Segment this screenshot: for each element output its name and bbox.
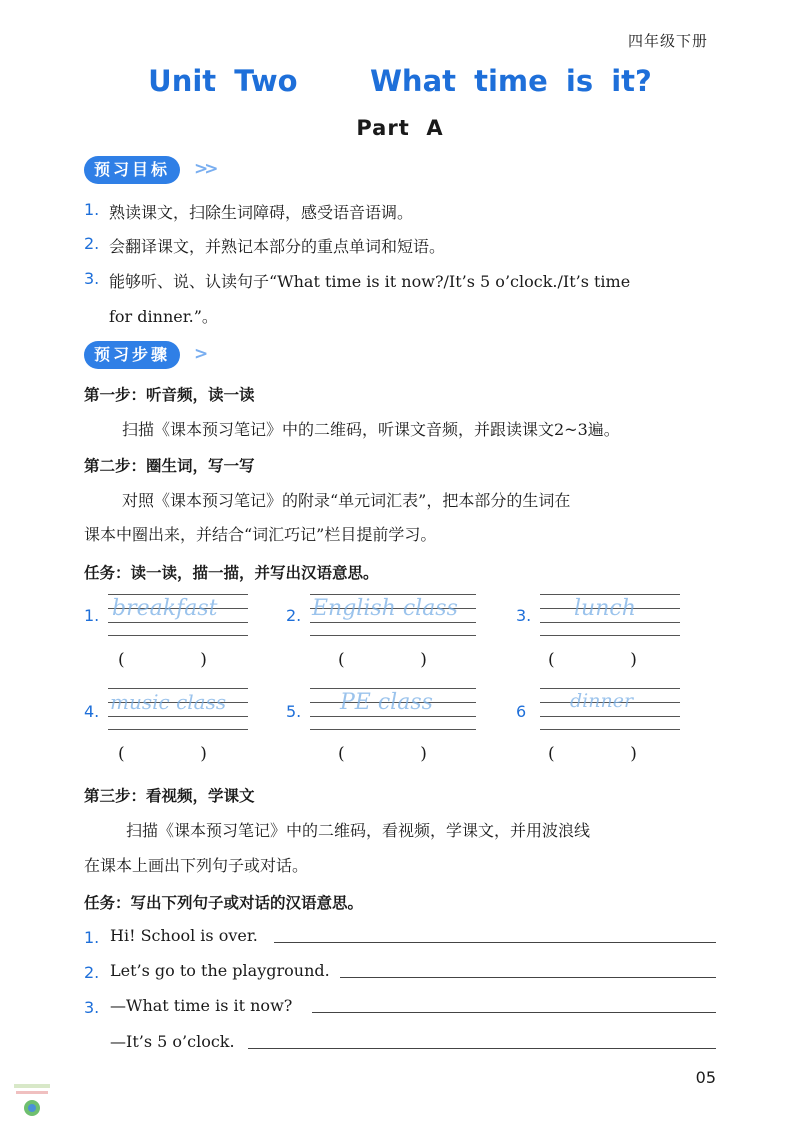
word-num-1: 1. (84, 606, 100, 625)
goal-text-3: 能够听、说、认读句子“What time is it now?/It’s 5 o’clock./It’s time (109, 272, 631, 291)
word-num-2: 2. (286, 606, 302, 625)
step2-body-2: 课本中圈出来，并结合“词汇巧记”栏目提前学习。 (84, 525, 437, 544)
answer-paren-5[interactable]: ( ) (338, 744, 427, 764)
page-number: 05 (695, 1068, 716, 1087)
steps-tag: 预习步骤 (84, 341, 180, 369)
chevron-icon: > (194, 344, 205, 364)
answer-line-3b[interactable] (248, 1048, 716, 1049)
step2-body-1: 对照《课本预习笔记》的附录“单元词汇表”，把本部分的生词在 (122, 491, 571, 510)
goal-text-3-cont: for dinner.”。 (109, 307, 218, 326)
answer-paren-3[interactable]: ( ) (548, 650, 637, 670)
logo-stamp-icon (12, 1082, 52, 1122)
word-num-4: 4. (84, 702, 100, 721)
unit-title: Unit Two What time is it? (148, 64, 652, 98)
writing-lines-2[interactable] (310, 594, 476, 636)
word-num-6: 6 (516, 702, 527, 721)
traced-word-2: English class (312, 596, 458, 621)
goal-num-1: 1. (84, 200, 100, 219)
word-num-5: 5. (286, 702, 302, 721)
sentence-3b: —It’s 5 o’clock. (110, 1032, 235, 1051)
answer-paren-1[interactable]: ( ) (118, 650, 207, 670)
answer-paren-4[interactable]: ( ) (118, 744, 207, 764)
grade-label: 四年级下册 (627, 32, 708, 50)
writing-lines-1[interactable] (108, 594, 248, 636)
sentence-3a: —What time is it now? (110, 996, 293, 1015)
part-title: Part A (356, 116, 444, 140)
step3-title: 第三步：看视频，学课文 (84, 787, 255, 805)
sentence-1: Hi! School is over. (110, 926, 258, 945)
answer-paren-6[interactable]: ( ) (548, 744, 637, 764)
traced-word-5: PE class (340, 690, 433, 715)
goal-num-2: 2. (84, 234, 100, 253)
step1-body: 扫描《课本预习笔记》中的二维码，听课文音频，并跟读课文2~3遍。 (122, 420, 620, 439)
step1-title: 第一步：听音频，读一读 (84, 386, 255, 404)
word-num-3: 3. (516, 606, 532, 625)
traced-word-4: music class (110, 690, 227, 714)
step2-title: 第二步：圈生词，写一写 (84, 457, 255, 475)
step3-body-2: 在课本上画出下列句子或对话。 (84, 856, 309, 875)
writing-lines-5[interactable] (310, 688, 476, 730)
writing-lines-6[interactable] (540, 688, 680, 730)
sentence-num-2: 2. (84, 963, 100, 982)
answer-line-1[interactable] (274, 942, 716, 943)
sentence-2: Let’s go to the playground. (110, 961, 330, 980)
goal-num-3: 3. (84, 269, 100, 288)
goal-text-2: 会翻译课文，并熟记本部分的重点单词和短语。 (109, 237, 446, 256)
task1-title: 任务：读一读，描一描，并写出汉语意思。 (84, 564, 379, 582)
answer-paren-2[interactable]: ( ) (338, 650, 427, 670)
step3-body-1: 扫描《课本预习笔记》中的二维码，看视频，学课文，并用波浪线 (126, 821, 591, 840)
writing-lines-3[interactable] (540, 594, 680, 636)
answer-line-2[interactable] (340, 977, 716, 978)
traced-word-3: lunch (574, 596, 636, 621)
sentence-num-1: 1. (84, 928, 100, 947)
answer-line-3a[interactable] (312, 1012, 716, 1013)
traced-word-1: breakfast (112, 596, 218, 621)
sentence-num-3: 3. (84, 998, 100, 1017)
writing-lines-4[interactable] (108, 688, 248, 730)
goal-text-1: 熟读课文，扫除生词障碍，感受语音语调。 (109, 203, 414, 222)
task2-title: 任务：写出下列句子或对话的汉语意思。 (84, 894, 364, 912)
chevron-icon: >> (194, 159, 215, 179)
goals-tag: 预习目标 (84, 156, 180, 184)
traced-word-6: dinner (570, 690, 634, 712)
